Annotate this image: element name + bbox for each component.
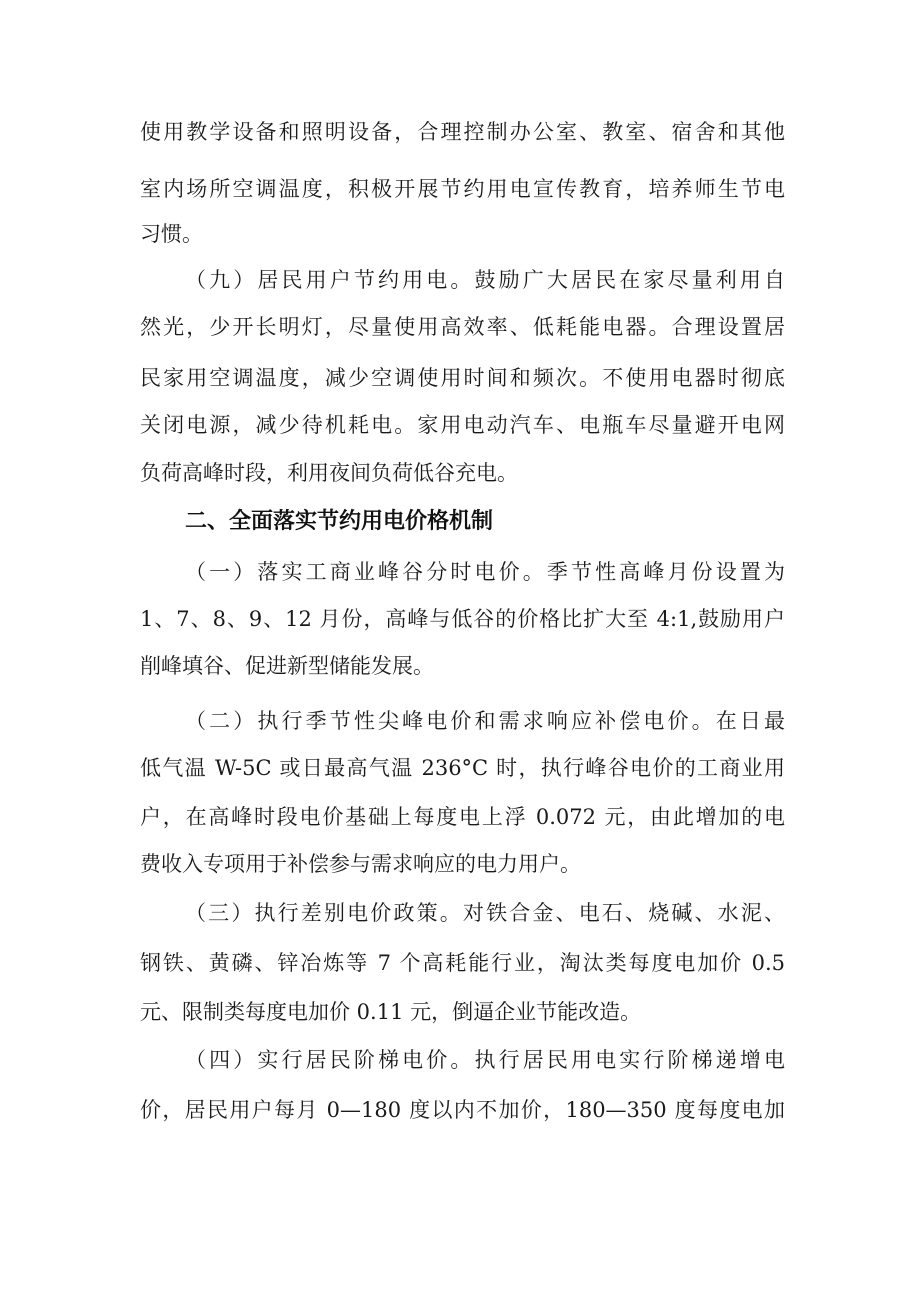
paragraph-line: 钢铁、黄磷、锌冶炼等 7 个高耗能行业，淘汰类每度电加价 0.5	[140, 951, 785, 975]
paragraph-line: （四）实行居民阶梯电价。执行居民用电实行阶梯递增电	[185, 1048, 785, 1072]
paragraph-line: 费收入专项用于补偿参与需求响应的电力用户。	[140, 852, 581, 876]
paragraph-line: （一）落实工商业峰谷分时电价。季节性高峰月份设置为	[185, 560, 785, 584]
paragraph-line: 户，在高峰时段电价基础上每度电上浮 0.072 元，由此增加的电	[140, 805, 785, 829]
paragraph-line: 然光，少开长明灯，尽量使用高效率、低耗能电器。合理设置居	[140, 315, 785, 339]
paragraph-line: 负荷高峰时段，利用夜间负荷低谷充电。	[140, 461, 518, 485]
section-heading: 二、全面落实节约用电价格机制	[185, 509, 494, 534]
paragraph-line: 元、限制类每度电加价 0.11 元，倒逼企业节能改造。	[140, 1000, 642, 1024]
paragraph-line: 低气温 W-5C 或日最高气温 236°C 时，执行峰谷电价的工商业用	[140, 756, 785, 780]
paragraph-line: 削峰填谷、促进新型储能发展。	[140, 654, 434, 678]
paragraph-line: 习惯。	[140, 222, 203, 246]
paragraph-line: 价，居民用户每月 0—180 度以内不加价，180—350 度每度电加	[140, 1098, 785, 1122]
paragraph-line: （三）执行差别电价政策。对铁合金、电石、烧碱、水泥、	[185, 901, 785, 925]
paragraph-line: 关闭电源，减少待机耗电。家用电动汽车、电瓶车尽量避开电网	[140, 413, 785, 437]
paragraph-line: 1、7、8、9、12 月份，高峰与低谷的价格比扩大至 4:1,鼓励用户	[140, 607, 785, 631]
paragraph-line: 使用教学设备和照明设备，合理控制办公室、教室、宿舍和其他	[140, 120, 785, 144]
paragraph-line: （二）执行季节性尖峰电价和需求响应补偿电价。在日最	[185, 709, 785, 733]
paragraph-line: 室内场所空调温度，积极开展节约用电宣传教育，培养师生节电	[140, 177, 785, 201]
paragraph-line: （九）居民用户节约用电。鼓励广大居民在家尽量利用自	[185, 268, 785, 292]
paragraph-line: 民家用空调温度，减少空调使用时间和频次。不使用电器时彻底	[140, 366, 785, 390]
